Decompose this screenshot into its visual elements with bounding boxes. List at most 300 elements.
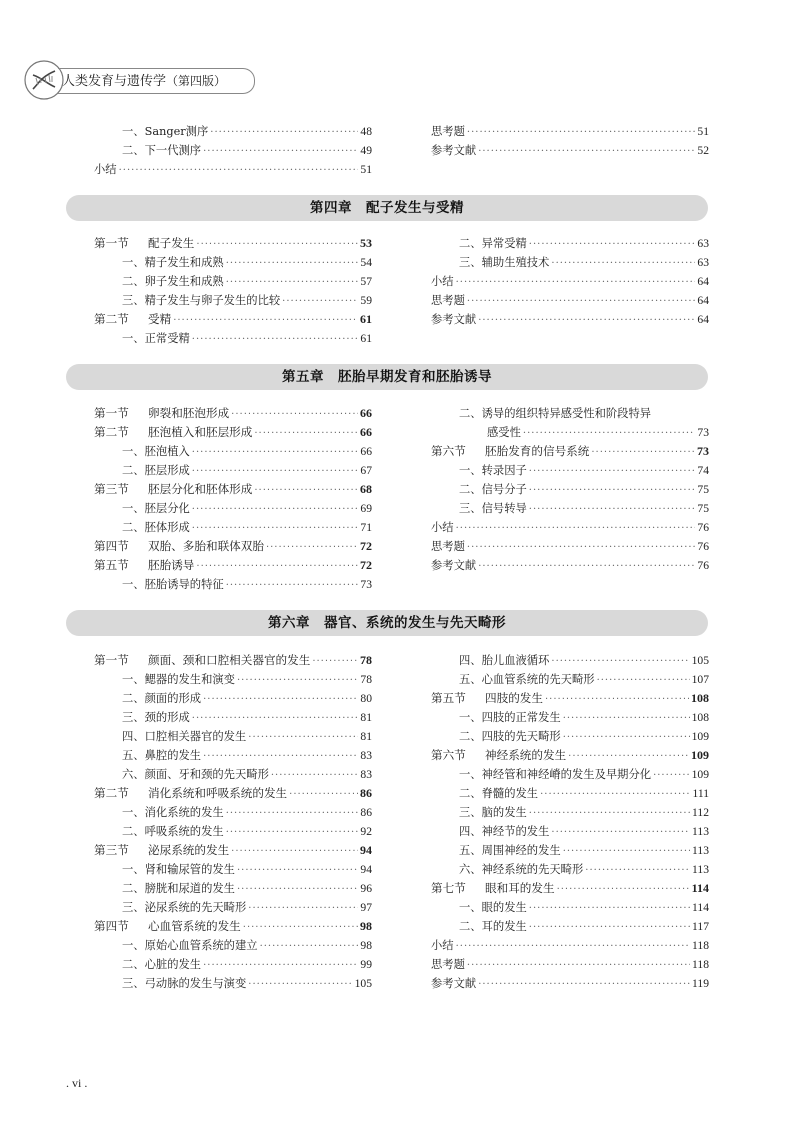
dot-leader [529, 462, 696, 481]
dot-leader [478, 975, 690, 994]
dot-leader [456, 273, 696, 292]
toc-page-number: 86 [360, 786, 372, 800]
toc-entry-title: 三、泌尿系统的先天畸形 [122, 901, 247, 914]
toc-page-number: 51 [360, 163, 372, 176]
toc-column-right [431, 651, 709, 993]
toc-page-number: 66 [360, 425, 372, 439]
toc-entry-title: 四、胎儿血液循环 [459, 654, 550, 667]
toc-section-entry[interactable] [94, 480, 372, 499]
dot-leader [551, 652, 689, 671]
toc-entry[interactable] [94, 765, 372, 784]
toc-entry-title: 参考文献 [431, 144, 477, 157]
dot-leader [653, 766, 690, 785]
toc-entry-title: 一、转录因子 [459, 464, 527, 477]
toc-entry-title: 双胎、多胎和联体双胎 [148, 539, 264, 553]
toc-page-number: 92 [360, 825, 372, 838]
toc-page-number: 66 [360, 406, 372, 420]
toc-entry-title: 小结 [431, 939, 454, 952]
toc-page-number: 73 [360, 578, 372, 591]
dot-leader [237, 861, 358, 880]
toc-page-number: 66 [360, 445, 372, 458]
toc-column-left [94, 122, 372, 179]
toc-entry[interactable] [94, 253, 372, 272]
toc-entry-title: 胚胎诱导 [148, 558, 195, 572]
toc-entry[interactable] [94, 291, 372, 310]
toc-column-right [431, 122, 709, 160]
toc-entry[interactable] [431, 936, 709, 955]
dot-leader [597, 671, 690, 690]
dot-leader [289, 785, 358, 804]
toc-entry[interactable] [94, 575, 372, 594]
dot-leader [551, 823, 690, 842]
toc-section-entry[interactable] [431, 879, 709, 898]
toc-entry[interactable] [94, 518, 372, 537]
dot-leader [243, 918, 358, 937]
toc-entry-title: 思考题 [431, 125, 465, 138]
toc-entry-title: 三、精子发生与卵子发生的比较 [122, 294, 281, 307]
dot-leader [226, 254, 359, 273]
toc-entry-title: 小结 [431, 275, 454, 288]
toc-section-entry[interactable] [431, 689, 709, 708]
toc-entry-title: 二、信号分子 [459, 483, 527, 496]
toc-entry[interactable] [94, 746, 372, 765]
toc-entry[interactable] [94, 442, 372, 461]
toc-entry-title: 泌尿系统的发生 [148, 843, 230, 857]
toc-entry[interactable] [431, 253, 709, 272]
dot-leader [271, 766, 359, 785]
toc-entry-title: 卵裂和胚泡形成 [148, 406, 230, 420]
toc-entry-title: 四、神经节的发生 [459, 825, 550, 838]
toc-entry-title: 颜面、颈和口腔相关器官的发生 [148, 653, 311, 667]
dot-leader [478, 311, 695, 330]
toc-entry-title: 三、信号转导 [459, 502, 527, 515]
toc-page-number: 78 [360, 673, 372, 686]
toc-entry[interactable] [94, 122, 372, 141]
toc-page-number: 109 [691, 768, 709, 781]
dot-leader [226, 576, 359, 595]
toc-section-entry[interactable] [94, 537, 372, 556]
book-edition: （第四版） [166, 74, 227, 88]
toc-entry-title: 一、原始心血管系统的建立 [122, 939, 258, 952]
toc-entry[interactable] [94, 708, 372, 727]
dot-leader [237, 671, 358, 690]
toc-section-entry[interactable] [94, 651, 372, 670]
toc-page-number: 78 [360, 653, 372, 667]
toc-entry-title: 一、精子发生和成熟 [122, 256, 224, 269]
toc-page-number: 64 [697, 275, 709, 288]
toc-page-number: 80 [360, 692, 372, 705]
toc-entry-title: 五、鼻腔的发生 [122, 749, 202, 762]
toc-entry-title: 二、卵子发生和成熟 [122, 275, 224, 288]
toc-section-number: 第六节 [431, 444, 466, 458]
toc-page-number: 73 [697, 426, 709, 439]
toc-entry-title: 一、正常受精 [122, 332, 190, 345]
dot-leader [467, 956, 690, 975]
dot-leader [196, 235, 358, 254]
dot-leader [203, 142, 358, 161]
toc-entry-title: 二、心脏的发生 [122, 958, 202, 971]
dot-leader [467, 123, 696, 142]
toc-page-number: 64 [697, 294, 709, 307]
toc-entry[interactable] [431, 727, 709, 746]
toc-page-number: 49 [360, 144, 372, 157]
dot-leader [563, 728, 690, 747]
toc-section-number: 第七节 [431, 881, 466, 895]
toc-page-number: 83 [360, 749, 372, 762]
toc-page-number: 114 [692, 901, 709, 914]
toc-entry-title: 一、鳃器的发生和演变 [122, 673, 235, 686]
toc-entry-title: 三、辅助生殖技术 [459, 256, 550, 269]
toc-entry[interactable] [431, 310, 709, 329]
toc-page-number: 96 [360, 882, 372, 895]
toc-entry-title: 胚胎发育的信号系统 [485, 444, 590, 458]
dot-leader [478, 557, 695, 576]
toc-entry-title: 参考文献 [431, 559, 477, 572]
toc-entry[interactable] [431, 860, 709, 879]
toc-entry[interactable] [431, 141, 709, 160]
dot-leader [529, 918, 690, 937]
toc-entry-title: 胚层分化和胚体形成 [148, 482, 253, 496]
chapter-heading: 第六章 器官、系统的发生与先天畸形 [66, 610, 708, 636]
dot-leader [568, 747, 689, 766]
toc-section-number: 第一节 [94, 236, 129, 250]
toc-entry-title: 二、异常受精 [459, 237, 527, 250]
dot-leader [529, 804, 690, 823]
dot-leader [456, 519, 696, 538]
toc-entry[interactable] [431, 651, 709, 670]
toc-entry[interactable] [431, 765, 709, 784]
toc-entry-title: 四肢的发生 [485, 691, 543, 705]
toc-page-number: 97 [360, 901, 372, 914]
toc-column-left [94, 651, 372, 993]
toc-page-number: 112 [692, 806, 709, 819]
toc-page-number: 68 [360, 482, 372, 496]
book-title-text: 人类发育与遗传学 [62, 74, 167, 89]
toc-entry-title: 五、心血管系统的先天畸形 [459, 673, 595, 686]
dot-leader [196, 557, 358, 576]
toc-section-entry[interactable] [431, 442, 709, 461]
dot-leader [540, 785, 690, 804]
toc-entry[interactable] [94, 727, 372, 746]
toc-section-number: 第一节 [94, 406, 129, 420]
toc-page-number: 67 [360, 464, 372, 477]
dot-leader [192, 330, 359, 349]
toc-entry[interactable] [94, 499, 372, 518]
dot-leader [585, 861, 690, 880]
toc-entry-title: 心血管系统的发生 [148, 919, 241, 933]
toc-entry-title: 三、脑的发生 [459, 806, 527, 819]
toc-entry-title: 思考题 [431, 540, 465, 553]
toc-entry[interactable] [431, 404, 709, 423]
dot-leader [467, 292, 696, 311]
page-number: . vi . [66, 1076, 88, 1090]
toc-entry[interactable] [94, 879, 372, 898]
toc-entry-title: 一、胚层分化 [122, 502, 190, 515]
dot-leader [119, 161, 359, 180]
toc-entry-title: 参考文献 [431, 313, 477, 326]
toc-entry[interactable] [431, 803, 709, 822]
toc-entry[interactable] [431, 955, 709, 974]
toc-page-number: 72 [360, 558, 372, 572]
toc-page-number: 48 [360, 125, 372, 138]
toc-entry[interactable] [431, 784, 709, 803]
toc-entry[interactable] [431, 480, 709, 499]
toc-page-number: 81 [360, 711, 372, 724]
toc-page-number: 54 [360, 256, 372, 269]
toc-entry-title: 受精 [148, 312, 172, 326]
toc-entry[interactable] [431, 291, 709, 310]
dot-leader [192, 500, 359, 519]
dot-leader [254, 481, 358, 500]
dot-leader [260, 937, 359, 956]
toc-page-number: 81 [360, 730, 372, 743]
toc-page-number: 117 [692, 920, 709, 933]
toc-entry[interactable] [94, 860, 372, 879]
toc-entry[interactable] [431, 670, 709, 689]
dot-leader [248, 975, 352, 994]
toc-page-number: 61 [360, 312, 372, 326]
dot-leader [231, 405, 358, 424]
toc-entry[interactable] [94, 974, 372, 993]
toc-section-number: 第三节 [94, 482, 129, 496]
toc-entry-title: 一、肾和输尿管的发生 [122, 863, 235, 876]
toc-section-entry[interactable] [431, 746, 709, 765]
toc-entry[interactable] [94, 461, 372, 480]
toc-page-number: 105 [691, 654, 709, 667]
toc-entry-title: 一、胚胎诱导的特征 [122, 578, 224, 591]
toc-column-right [431, 404, 709, 575]
dot-leader [237, 880, 358, 899]
toc-entry-title: 六、神经系统的先天畸形 [459, 863, 584, 876]
toc-entry[interactable] [431, 898, 709, 917]
dot-leader [248, 728, 358, 747]
dot-leader [591, 443, 695, 462]
dot-leader [312, 652, 358, 671]
toc-page-number: 73 [697, 444, 709, 458]
dot-leader [563, 709, 690, 728]
dot-leader [203, 747, 358, 766]
toc-section-entry[interactable] [94, 404, 372, 423]
toc-section-number: 第五节 [431, 691, 466, 705]
toc-entry[interactable] [431, 234, 709, 253]
toc-entry[interactable] [94, 898, 372, 917]
toc-column-left [94, 404, 372, 594]
toc-entry[interactable] [431, 822, 709, 841]
toc-page-number: 76 [697, 559, 709, 572]
dot-leader [523, 424, 696, 443]
toc-entry-title: 二、胚层形成 [122, 464, 190, 477]
toc-page-number: 75 [697, 483, 709, 496]
toc-entry-title: 一、四肢的正常发生 [459, 711, 561, 724]
toc-entry[interactable] [431, 423, 709, 442]
toc-section-number: 第二节 [94, 786, 129, 800]
toc-page-number: 98 [360, 939, 372, 952]
toc-entry[interactable] [431, 708, 709, 727]
toc-page-number: 59 [360, 294, 372, 307]
toc-entry[interactable] [94, 955, 372, 974]
toc-entry[interactable] [94, 803, 372, 822]
toc-entry-title: 思考题 [431, 958, 465, 971]
toc-page-number: 119 [692, 977, 709, 990]
toc-page-number: 72 [360, 539, 372, 553]
toc-entry-title: 四、口腔相关器官的发生 [122, 730, 247, 743]
toc-entry[interactable] [94, 272, 372, 291]
dot-leader [203, 956, 358, 975]
dot-leader [266, 538, 358, 557]
dot-leader [226, 823, 359, 842]
toc-page-number: 108 [691, 711, 709, 724]
toc-entry[interactable] [431, 841, 709, 860]
toc-entry[interactable] [431, 272, 709, 291]
dot-leader [192, 443, 359, 462]
toc-entry-title: 一、胚泡植入 [122, 445, 190, 458]
toc-page-number: 109 [691, 748, 709, 762]
toc-entry-title: 一、神经管和神经嵴的发生及早期分化 [459, 768, 652, 781]
toc-section-number: 第一节 [94, 653, 129, 667]
toc-entry[interactable] [94, 141, 372, 160]
toc-page-number: 99 [360, 958, 372, 971]
toc-page-number: 118 [692, 939, 709, 952]
toc-page-number: 75 [697, 502, 709, 515]
toc-entry-title: 消化系统和呼吸系统的发生 [148, 786, 288, 800]
dot-leader [529, 899, 690, 918]
toc-entry-title: 思考题 [431, 294, 465, 307]
toc-section-number: 第六节 [431, 748, 466, 762]
toc-entry[interactable] [431, 974, 709, 993]
toc-page-number: 113 [692, 844, 709, 857]
toc-entry-title: 二、下一代测序 [122, 144, 202, 157]
toc-entry[interactable] [94, 936, 372, 955]
toc-entry[interactable] [431, 461, 709, 480]
toc-section-entry[interactable] [94, 423, 372, 442]
toc-page-number: 86 [360, 806, 372, 819]
toc-entry-title: 配子发生 [148, 236, 195, 250]
toc-entry[interactable] [94, 670, 372, 689]
toc-entry-title: 一、消化系统的发生 [122, 806, 224, 819]
toc-page-number: 118 [692, 958, 709, 971]
toc-entry[interactable] [94, 822, 372, 841]
dot-leader [226, 273, 359, 292]
toc-section-number: 第四节 [94, 919, 129, 933]
book-title [62, 70, 226, 89]
toc-entry-title: 小结 [431, 521, 454, 534]
dot-leader [192, 462, 359, 481]
toc-entry-title: 二、胚体形成 [122, 521, 190, 534]
dot-leader [254, 424, 358, 443]
toc-entry[interactable] [431, 518, 709, 537]
toc-entry[interactable] [431, 537, 709, 556]
toc-entry-title: 二、耳的发生 [459, 920, 527, 933]
toc-entry[interactable] [431, 556, 709, 575]
toc-column-left [94, 234, 372, 348]
dot-leader [529, 500, 696, 519]
toc-entry-title: 二、四肢的先天畸形 [459, 730, 561, 743]
dot-leader [551, 254, 695, 273]
toc-section-entry[interactable] [94, 234, 372, 253]
toc-page-number: 94 [360, 863, 372, 876]
dot-leader [563, 842, 690, 861]
toc-entry-title: 五、周围神经的发生 [459, 844, 561, 857]
toc-page-number: 57 [360, 275, 372, 288]
toc-page-number: 74 [697, 464, 709, 477]
toc-page-number: 69 [360, 502, 372, 515]
toc-page-number: 113 [692, 825, 709, 838]
toc-page-number: 111 [692, 787, 709, 800]
dot-leader [210, 123, 358, 142]
toc-entry-title: 三、弓动脉的发生与演变 [122, 977, 247, 990]
toc-page-number: 107 [691, 673, 709, 686]
toc-entry-title: 二、脊髓的发生 [459, 787, 539, 800]
chapter-heading: 第四章 配子发生与受精 [66, 195, 708, 221]
toc-entry-title: 小结 [94, 163, 117, 176]
dot-leader [557, 880, 690, 899]
toc-entry-title: 眼和耳的发生 [485, 881, 555, 895]
toc-page-number: 105 [354, 977, 372, 990]
dot-leader [282, 292, 358, 311]
toc-page-number: 76 [697, 540, 709, 553]
toc-page-number: 98 [360, 919, 372, 933]
chapter-heading: 第五章 胚胎早期发育和胚胎诱导 [66, 364, 708, 390]
toc-entry[interactable] [431, 122, 709, 141]
toc-page-number: 63 [697, 256, 709, 269]
dot-leader [248, 899, 358, 918]
toc-page-number: 61 [360, 332, 372, 345]
toc-section-number: 第三节 [94, 843, 129, 857]
toc-entry-title: 三、颈的形成 [122, 711, 190, 724]
dot-leader [192, 709, 359, 728]
toc-page-number: 108 [691, 691, 709, 705]
toc-page-number: 76 [697, 521, 709, 534]
toc-section-entry[interactable] [94, 917, 372, 936]
toc-entry-title: 二、颜面的形成 [122, 692, 202, 705]
dot-leader [226, 804, 359, 823]
toc-entry[interactable] [431, 917, 709, 936]
toc-page-number: 83 [360, 768, 372, 781]
dot-leader [529, 481, 696, 500]
toc-entry[interactable] [94, 329, 372, 348]
toc-section-entry[interactable] [94, 784, 372, 803]
toc-page-number: 51 [697, 125, 709, 138]
dot-leader [478, 142, 695, 161]
toc-entry[interactable] [94, 160, 372, 179]
toc-entry-title: 神经系统的发生 [485, 748, 567, 762]
dot-leader [467, 538, 696, 557]
toc-entry-title: 二、膀胱和尿道的发生 [122, 882, 235, 895]
toc-entry-title: 感受性 [487, 426, 521, 439]
toc-page-number: 53 [360, 236, 372, 250]
toc-section-entry[interactable] [94, 310, 372, 329]
dot-leader [203, 690, 358, 709]
toc-entry[interactable] [94, 689, 372, 708]
toc-page-number: 71 [360, 521, 372, 534]
toc-entry-title: 六、颜面、牙和颈的先天畸形 [122, 768, 269, 781]
toc-section-entry[interactable] [94, 841, 372, 860]
toc-page-number: 63 [697, 237, 709, 250]
toc-page-number: 94 [360, 843, 372, 857]
toc-section-number: 第五节 [94, 558, 129, 572]
toc-entry-title: 一、Sanger测序 [122, 125, 209, 138]
toc-entry[interactable] [431, 499, 709, 518]
toc-entry-title: 二、呼吸系统的发生 [122, 825, 224, 838]
toc-section-entry[interactable] [94, 556, 372, 575]
toc-column-right [431, 234, 709, 329]
toc-page-number: 114 [691, 881, 709, 895]
toc-page-number: 64 [697, 313, 709, 326]
toc-section-number: 第二节 [94, 312, 129, 326]
dot-leader [456, 937, 690, 956]
dot-leader [529, 235, 696, 254]
toc-entry-title: 一、眼的发生 [459, 901, 527, 914]
